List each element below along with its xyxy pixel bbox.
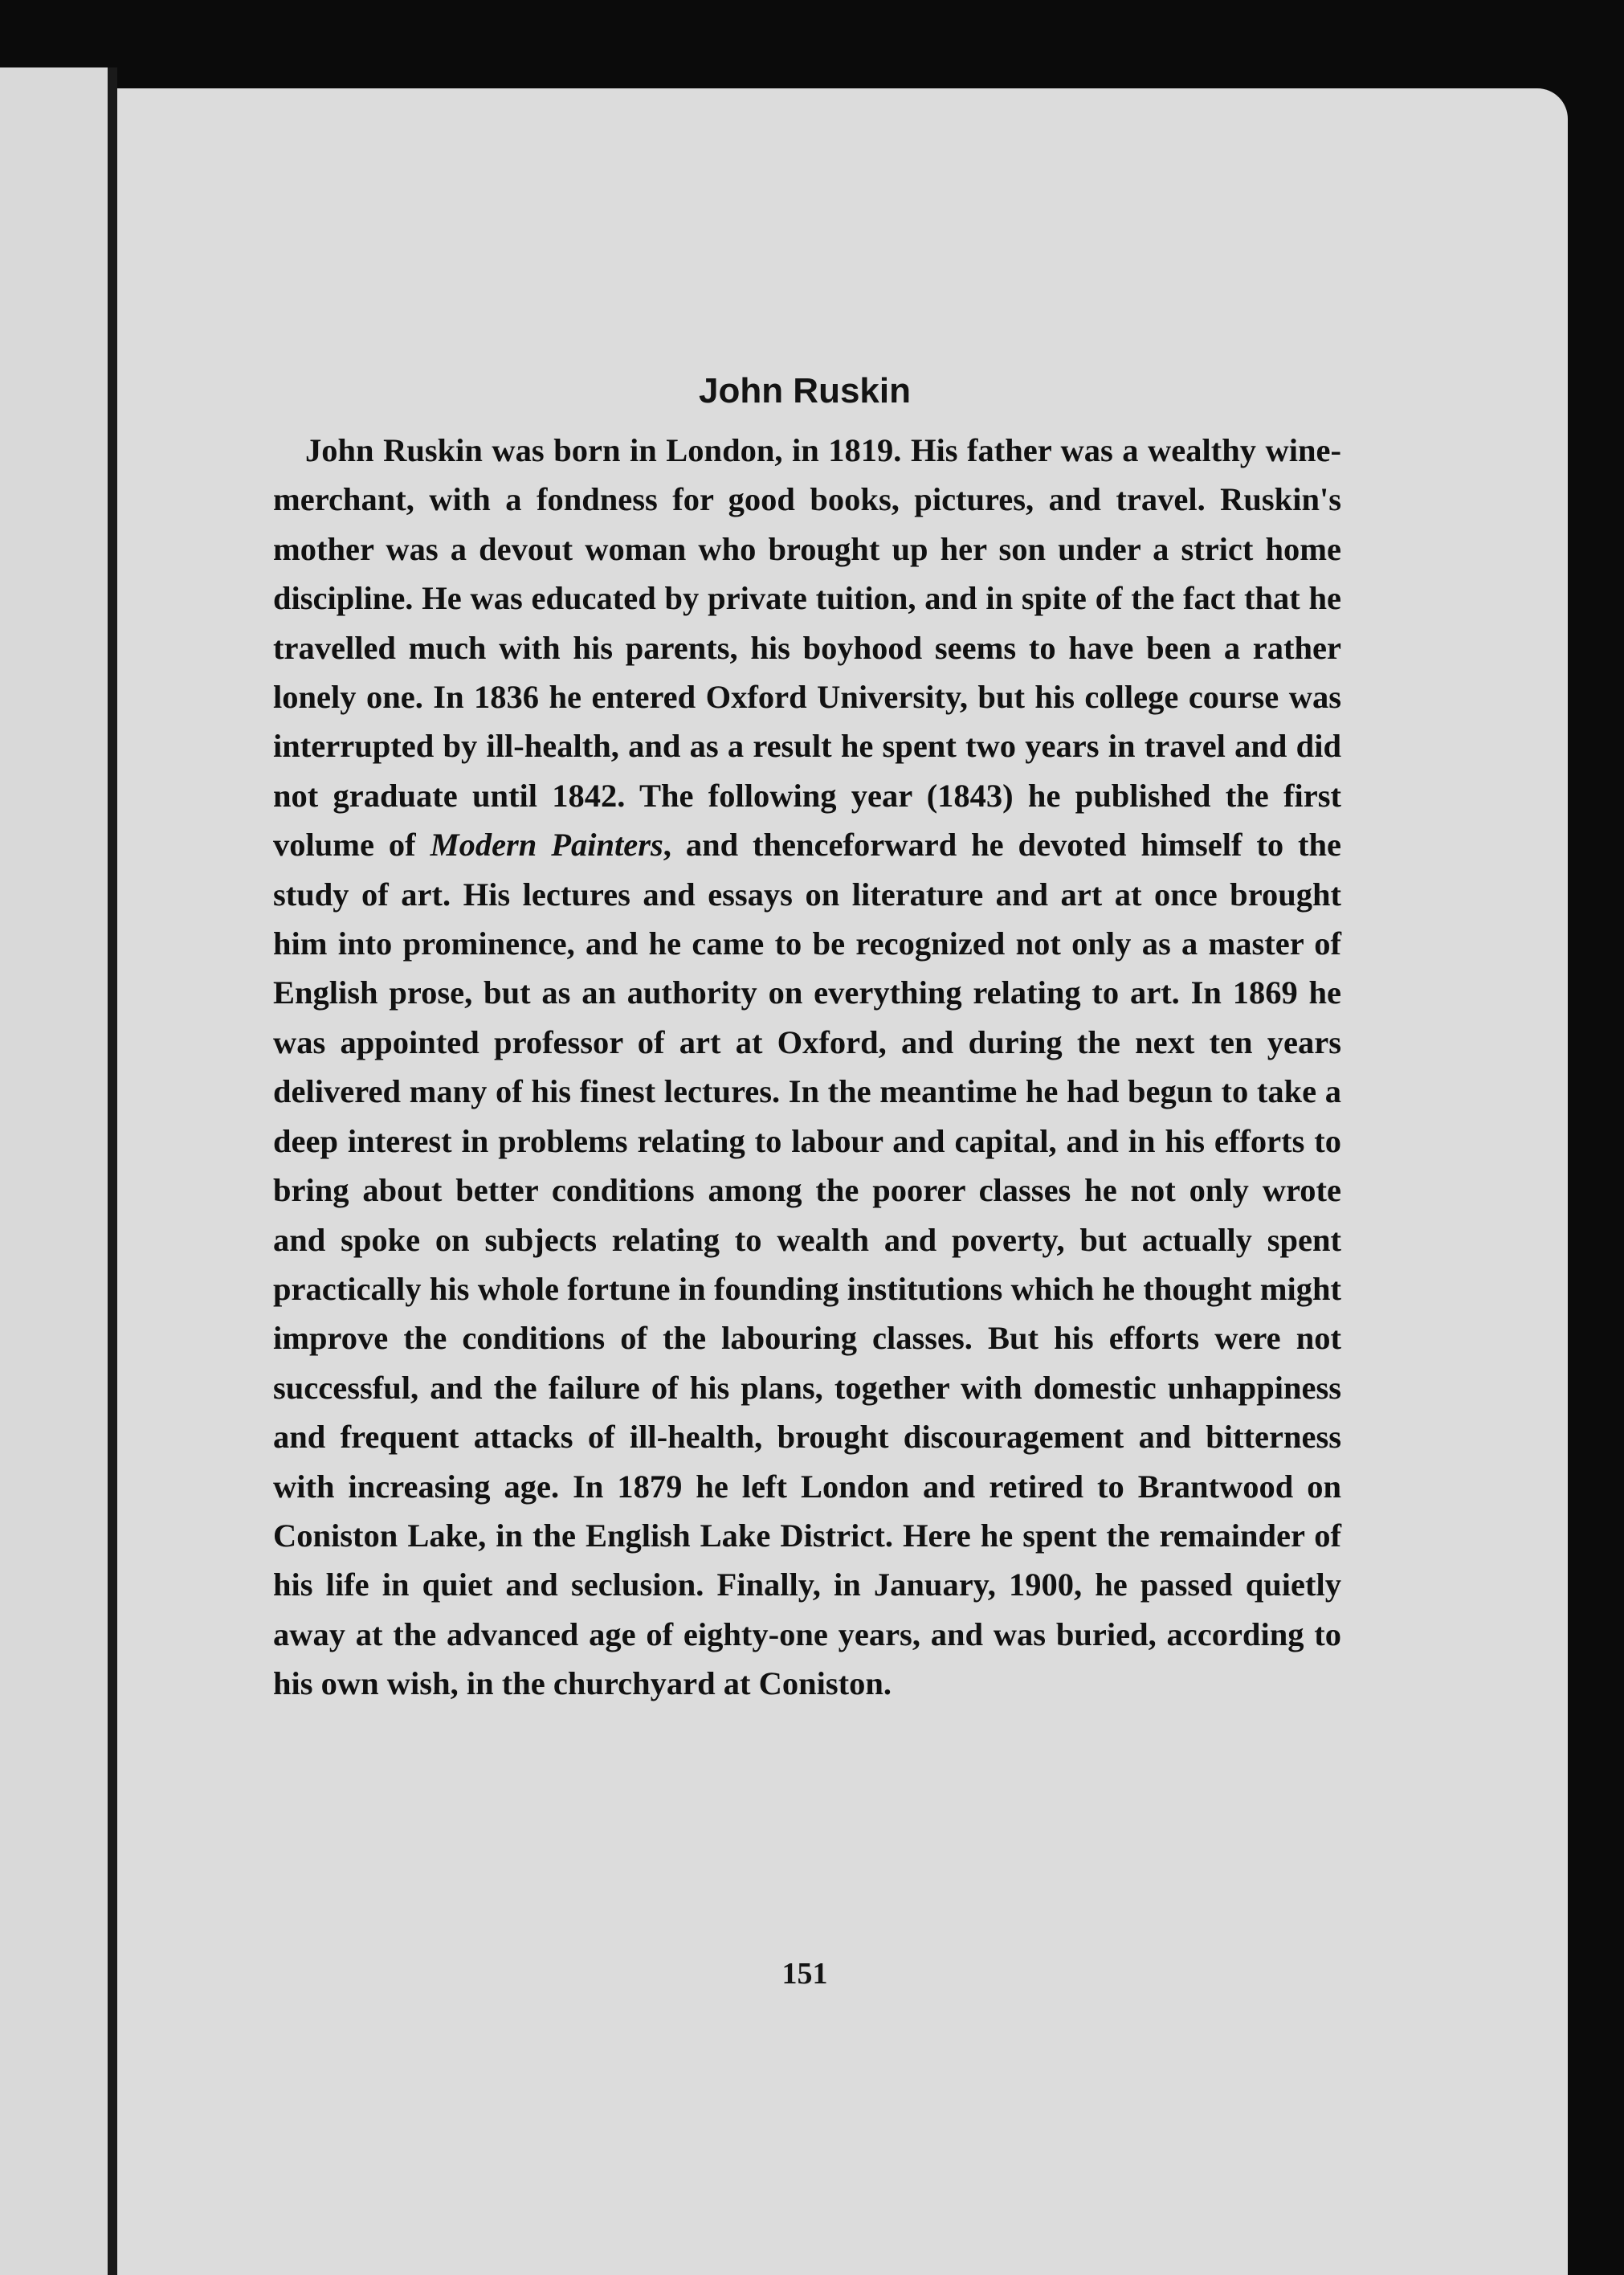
page-number: 151 — [781, 1957, 828, 1991]
previous-page-edge — [0, 67, 108, 2275]
book-title-modern-painters: Modern Painters — [430, 827, 663, 864]
paragraph-text-part-1: John Ruskin was born in London, in 1819. His father was a wealthy wine-merchant, with a fondness for good books, pictures, and travel. Ruskin's mother was a devout woman who brought up her son under a strict home discipline. He was educated by private tuition, and in spite of the fact that he travelled much with his parents, his boyhood seems to have been a rather lonely one. In 1836 he entered Oxford University, but his college course was interrupted by ill-health, and as a result he spent two years in travel and did not graduate until 1842. The following year (1843) he published the first volume of — [273, 432, 1341, 864]
paragraph-text-part-2: , and thenceforward he devoted himself to the study of art. His lectures and essays on literature and art at once brought him into prominence, and he came to be recognized not only as a master of English prose, but as an authority on everything relating to art. In 1869 he was appointed professor of art at Oxford, and during the next ten years delivered many of his finest lectures. In the meantime he had begun to take a deep interest in problems relating to labour and capital, and in his efforts to bring about better conditions among the poorer classes he not only wrote and spoke on subjects relating to wealth and poverty, but actually spent practically his whole fortune in founding institutions which he thought might improve the conditions of the labouring classes. But his efforts were not successful, and the failure of his plans, together with domestic unhappiness and frequent attacks of ill-health, brought discouragement and bitterness with increasing age. In 1879 he left London and retired to Brantwood on Coniston Lake, in the English Lake District. Here he spent the remainder of his life in quiet and seclusion. Finally, in January, 1900, he passed quietly away at the advanced age of eighty-one years, and was buried, according to his own wish, in the churchyard at Coniston. — [273, 827, 1341, 1702]
page-title: John Ruskin — [698, 371, 912, 410]
book-spine-shadow — [108, 67, 117, 2275]
book-page — [117, 88, 1568, 2275]
biography-paragraph — [273, 426, 1341, 1709]
